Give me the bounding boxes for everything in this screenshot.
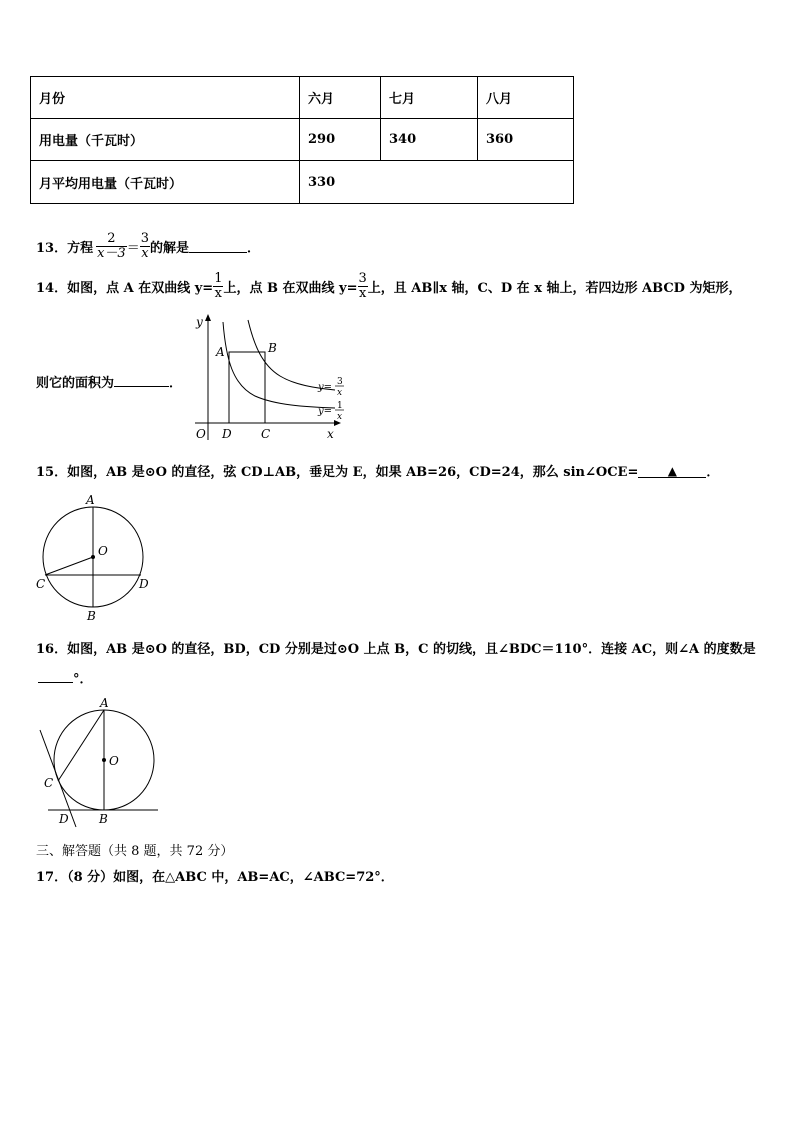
q15-circle-figure — [30, 490, 160, 625]
q14-curve1-num: 1 — [337, 401, 343, 411]
q14-text-l2: 则它的面积为 — [36, 376, 115, 391]
q16-circle-figure — [30, 695, 165, 830]
question-17: 17．（8 分）如图，在△ABC 中，AB=AC，∠ABC=72°． — [36, 870, 394, 885]
question-15 — [36, 461, 719, 480]
q14-f2-den: x — [358, 285, 367, 301]
q15-segment-oc — [45, 557, 93, 575]
q14-text-b: 上，点 B 在双曲线 y= — [223, 280, 358, 296]
q16-label-b: B — [99, 812, 108, 826]
q14-text-c: 上，且 AB∥x 轴，C、D 在 x 轴上，若四边形 ABCD 为矩形， — [367, 280, 742, 296]
q13-f2-den: x — [141, 245, 149, 261]
q14-label-x: x — [327, 427, 334, 441]
q14-curve1-den: x — [337, 412, 343, 422]
q14-answer-blank[interactable] — [114, 374, 169, 387]
q13-f1-num: 2 — [96, 232, 127, 247]
q13-prefix: 13．方程 — [36, 240, 94, 256]
q14-end: ． — [169, 376, 183, 391]
question-16-line2 — [38, 668, 93, 687]
table-cell-august-value: 360 — [477, 118, 573, 160]
q14-curve1-lhs: y= — [318, 406, 333, 417]
q15-label-c: C — [36, 577, 46, 591]
q15-end: ． — [706, 465, 720, 480]
q14-f1-num: 1 — [214, 270, 223, 286]
q15-center-dot — [91, 555, 95, 559]
q15-label-a: A — [86, 493, 95, 507]
q14-label-a: A — [216, 345, 225, 359]
q13-end: ． — [247, 240, 261, 256]
section-3-heading: 三、解答题（共 8 题，共 72 分） — [36, 844, 234, 859]
q14-label-o: O — [196, 427, 206, 441]
q14-curve-3-over-x — [248, 320, 335, 390]
q14-text-a: 14．如图，点 A 在双曲线 y= — [36, 280, 214, 296]
q13-answer-blank[interactable] — [189, 240, 247, 253]
electricity-table — [30, 76, 574, 204]
q16-answer-blank[interactable] — [38, 670, 73, 683]
table-header-july: 七月 — [380, 76, 477, 118]
q15-label-o: O — [98, 544, 108, 558]
q14-hyperbola-figure — [190, 310, 350, 445]
q16-label-a: A — [100, 696, 109, 710]
q14-rectangle-abcd — [229, 352, 265, 423]
q16-label-o: O — [109, 754, 119, 768]
question-14-line1 — [36, 267, 741, 305]
q15-text: 15．如图，AB 是⊙O 的直径，弦 CD⊥AB，垂足为 E，如果 AB=26，CD=24，那么 sin∠OCE= — [36, 465, 639, 480]
q14-f1-den: x — [214, 285, 223, 301]
q14-f2-num: 3 — [358, 270, 367, 286]
question-14-line2 — [36, 372, 182, 391]
q14-fraction-2 — [358, 272, 368, 301]
q13-suffix: 的解是 — [150, 240, 190, 256]
table-cell-june-value: 290 — [299, 118, 380, 160]
q16-degree: °． — [73, 672, 93, 687]
q13-fraction-right — [140, 232, 150, 261]
table-cell-july-value: 340 — [380, 118, 477, 160]
q14-fraction-1 — [213, 272, 223, 301]
table-cell-average-value: 330 — [299, 160, 573, 203]
q14-label-y: y — [196, 315, 203, 329]
q14-label-d: D — [222, 427, 232, 441]
q15-label-b: B — [87, 609, 96, 623]
q14-label-b: B — [268, 341, 277, 355]
q15-label-d: D — [139, 577, 149, 591]
q16-center-dot — [102, 758, 106, 762]
q13-f2-num: 3 — [140, 230, 149, 246]
q14-curve3-den: x — [337, 388, 343, 398]
q14-curve3-num: 3 — [337, 377, 343, 387]
q15-triangle-mark: ▲ — [667, 464, 677, 478]
q13-equals: ＝ — [126, 240, 140, 256]
q13-f1-den: x－3 — [97, 245, 126, 261]
question-13 — [36, 228, 260, 264]
table-header-june: 六月 — [299, 76, 380, 118]
q16-label-d: D — [59, 812, 69, 826]
table-header-month: 月份 — [30, 76, 299, 118]
q14-label-c: C — [261, 427, 271, 441]
q14-curve-1-over-x — [223, 322, 335, 408]
table-row-average-label: 月平均用电量（千瓦时） — [30, 160, 299, 203]
q13-fraction-left — [96, 232, 127, 261]
q15-answer-blank[interactable] — [638, 465, 706, 478]
q14-curve3-lhs: y= — [318, 382, 333, 393]
q16-text: 16．如图，AB 是⊙O 的直径，BD，CD 分别是过⊙O 上点 B，C 的切线，且∠BDC＝110°．连接 AC，则∠A 的度数是 — [36, 642, 756, 657]
q16-chord-ac — [58, 710, 104, 781]
table-header-august: 八月 — [477, 76, 573, 118]
question-16-line1 — [36, 638, 756, 657]
table-row-usage-label: 用电量（千瓦时） — [30, 118, 299, 160]
q16-label-c: C — [44, 776, 54, 790]
